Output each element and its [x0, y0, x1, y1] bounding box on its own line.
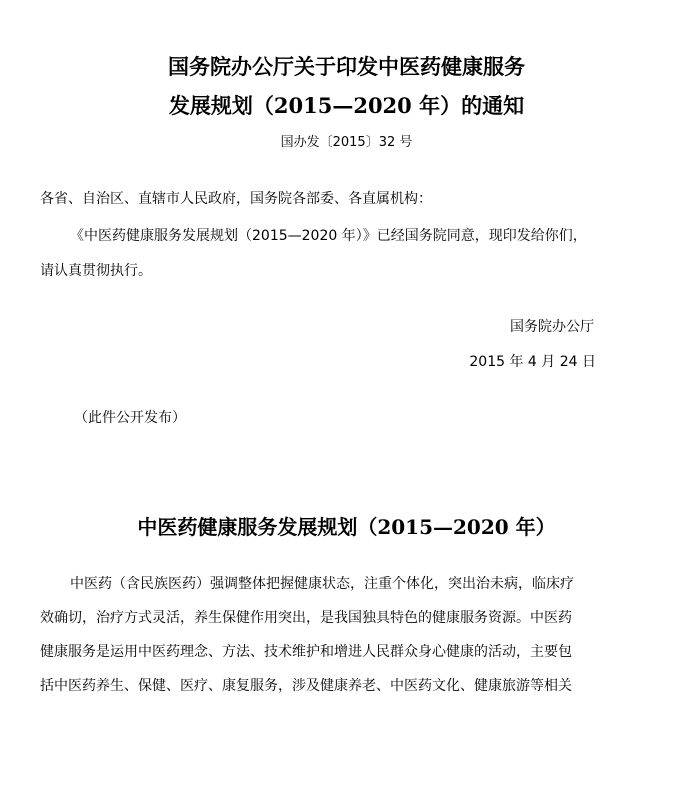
notice-title-line-1: 国务院办公厅关于印发中医药健康服务: [168, 54, 525, 79]
document-number: 国办发〔2015〕32 号: [280, 135, 413, 150]
signature-date: 2015 年 4 月 24 日: [469, 354, 596, 370]
plan-paragraph-line: 括中医药养生、保健、医疗、康复服务，涉及健康养老、中医药文化、健康旅游等相关: [40, 678, 572, 694]
plan-paragraph-line: 健康服务是运用中医药理念、方法、技术维护和增进人民群众身心健康的活动，主要包: [40, 644, 572, 660]
plan-paragraph-line: 中医药（含民族医药）强调整体把握健康状态，注重个体化，突出治未病，临床疗: [70, 576, 574, 592]
signature-organization: 国务院办公厅: [510, 319, 594, 335]
notice-body-line-1: 《中医药健康服务发展规划（2015—2020 年）》已经国务院同意，现印发给你们，: [70, 228, 587, 244]
plan-title: 中医药健康服务发展规划（2015—2020 年）: [137, 515, 556, 539]
publication-note: （此件公开发布）: [74, 410, 186, 426]
notice-title-line-2: 发展规划（2015—2020 年）的通知: [168, 93, 525, 118]
plan-paragraph-line: 效确切，治疗方式灵活，养生保健作用突出，是我国独具特色的健康服务资源。中医药: [40, 610, 572, 626]
addressee-line: 各省、自治区、直辖市人民政府，国务院各部委、各直属机构：: [40, 191, 432, 207]
notice-body-line-2: 请认真贯彻执行。: [40, 263, 152, 279]
